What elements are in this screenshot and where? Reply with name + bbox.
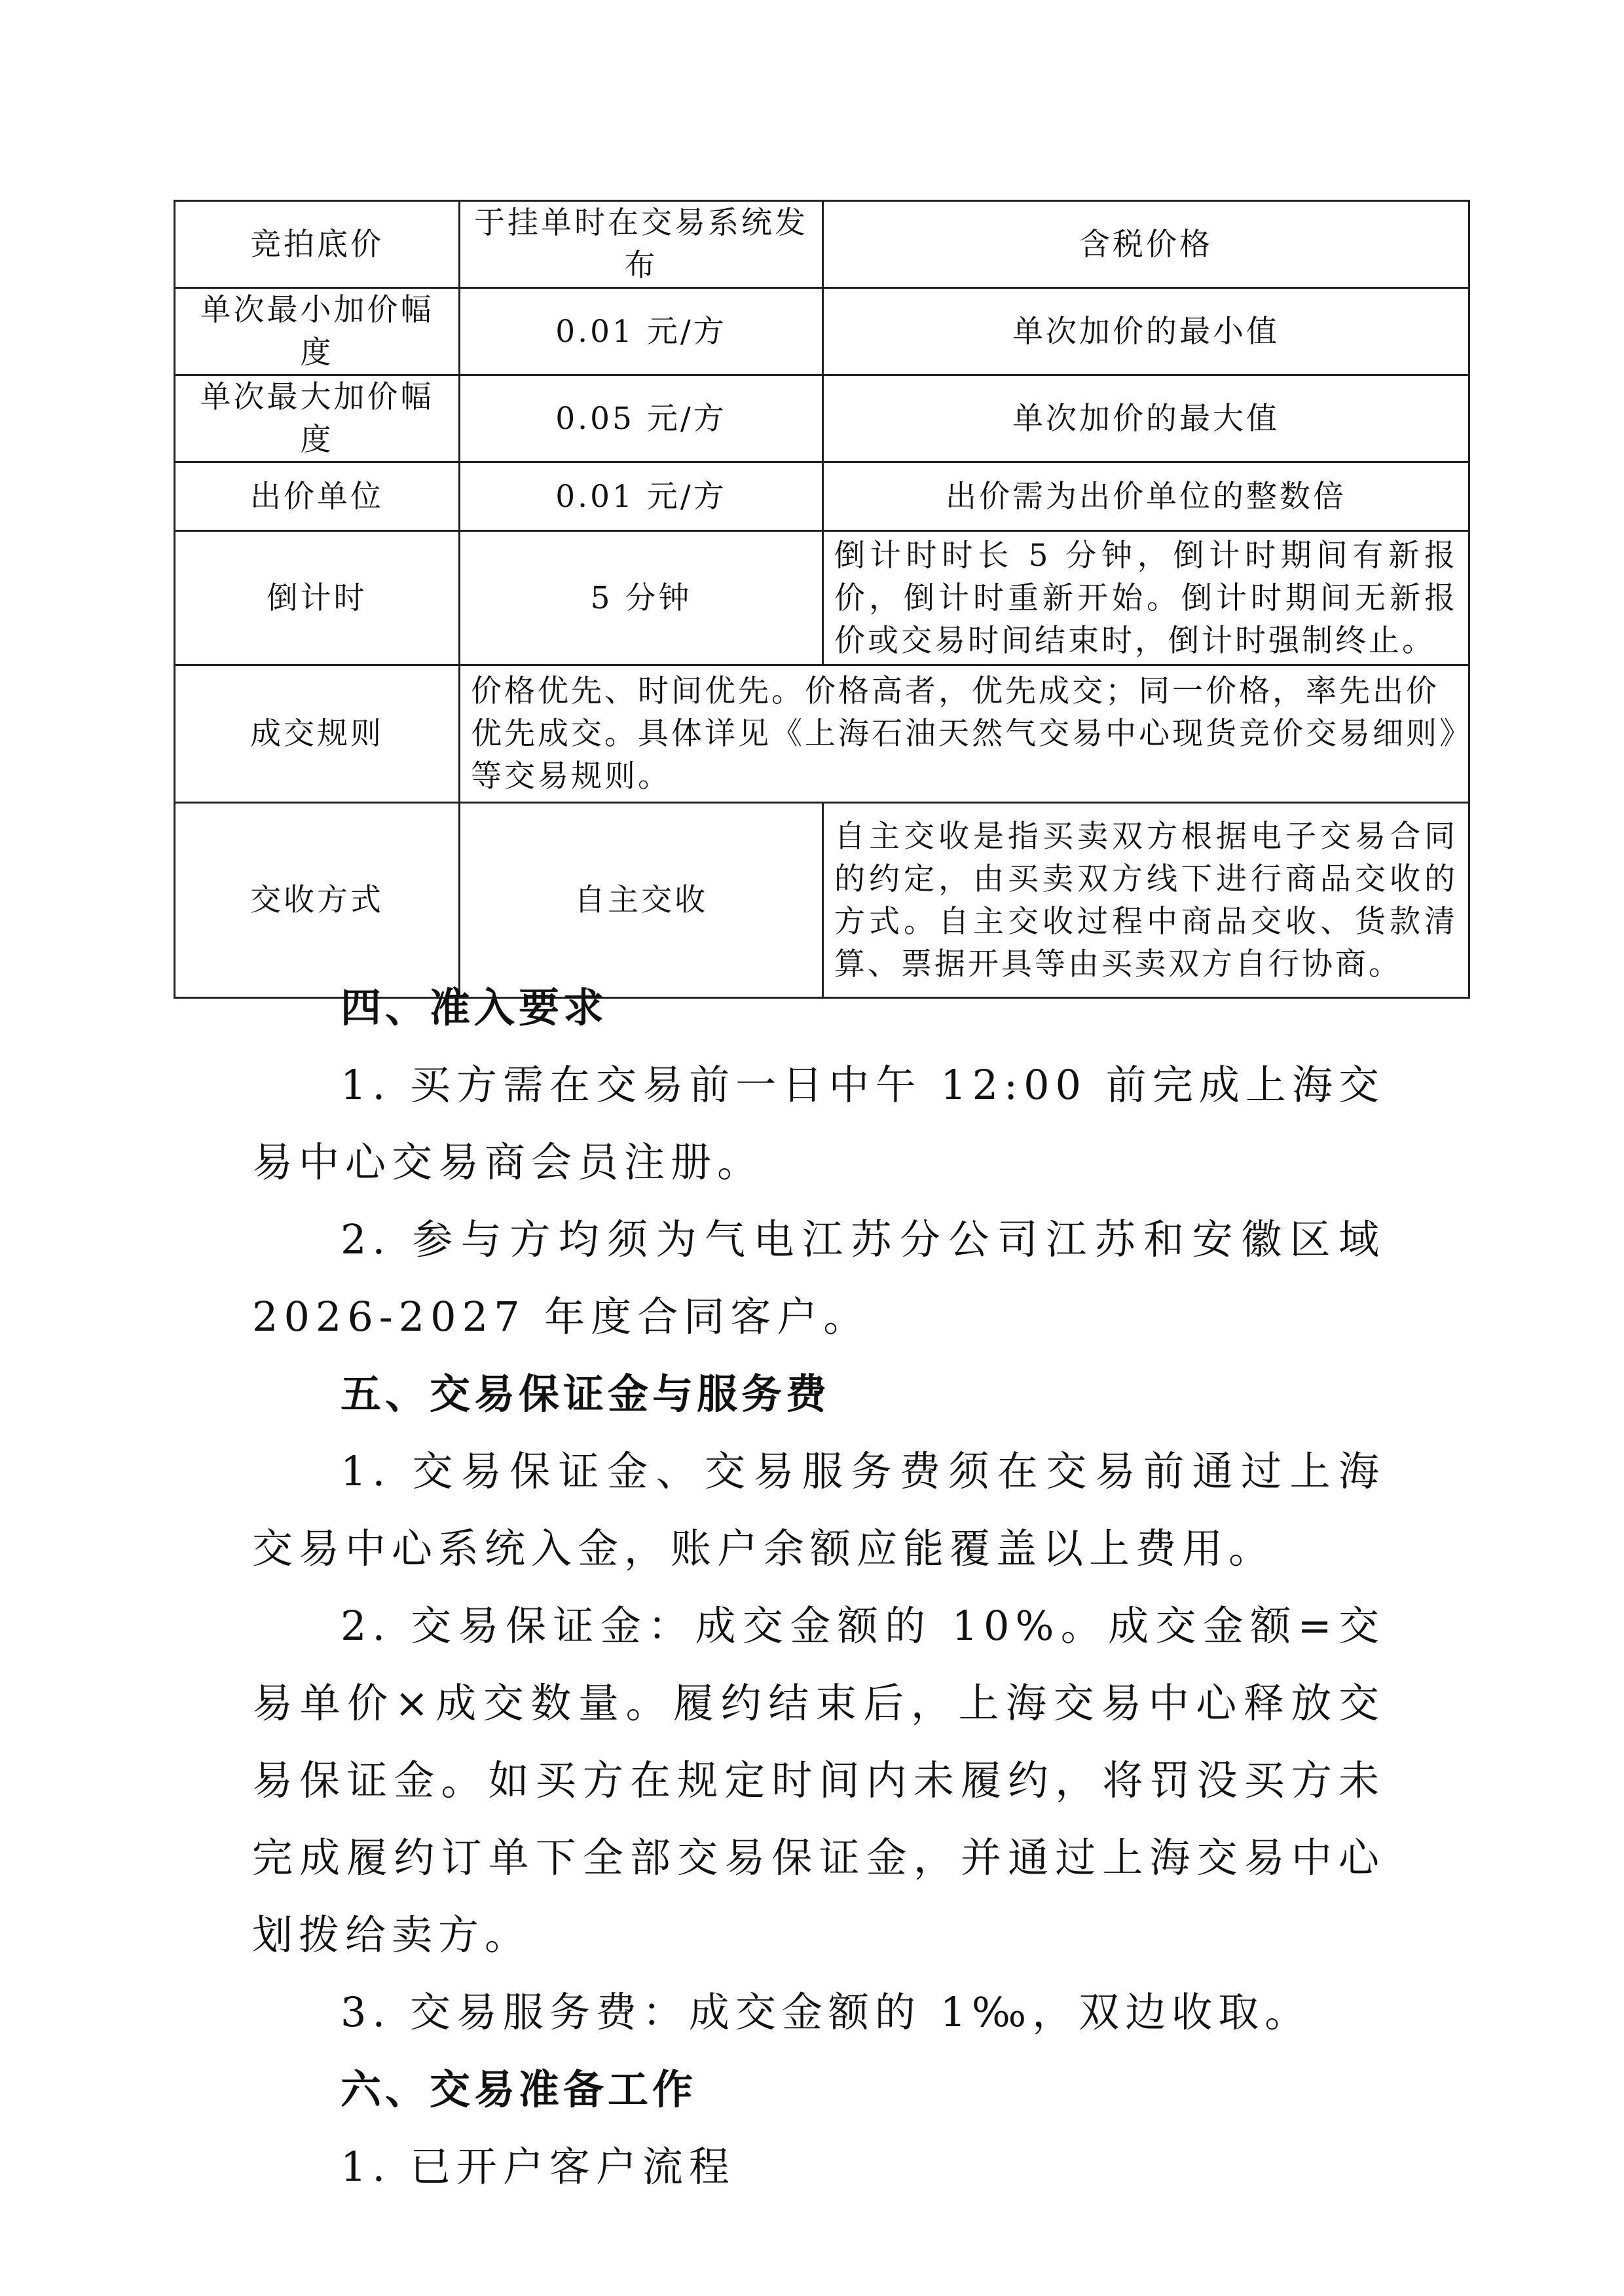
row-value: 于挂单时在交易系统发布	[460, 201, 823, 288]
row-note: 单次加价的最小值	[823, 288, 1469, 375]
paragraph: 2. 交易保证金：成交金额的 10%。成交金额=交易单价×成交数量。履约结束后，上海交易中心释放交易保证金。如买方在规定时间内未履约，将罚没买方未完成履约订单下全部交易保证金，并通过上海交易中心划拨给卖方。	[252, 1602, 1385, 1959]
row-label: 成交规则	[175, 665, 460, 803]
section-heading: 四、准入要求	[341, 984, 608, 1031]
table-row	[175, 462, 1469, 531]
row-label: 出价单位	[175, 462, 460, 531]
paragraph: 2. 参与方均须为气电江苏分公司江苏和安徽区域 2026-2027 年度合同客户。	[252, 1215, 1385, 1341]
section-heading: 六、交易准备工作	[341, 2065, 697, 2113]
table-row	[175, 375, 1469, 462]
paragraph: 1. 买方需在交易前一日中午 12:00 前完成上海交易中心交易商会员注册。	[252, 1061, 1385, 1186]
row-label: 交收方式	[175, 803, 460, 998]
row-label: 单次最大加价幅度	[175, 375, 460, 462]
row-note: 含税价格	[823, 201, 1469, 288]
row-merged-text: 价格优先、时间优先。价格高者，优先成交；同一价格，率先出价优先成交。具体详见《上海石油天然气交易中心现货竞价交易细则》等交易规则。	[460, 665, 1469, 803]
section-heading: 五、交易保证金与服务费	[341, 1370, 831, 1418]
table-row	[175, 665, 1469, 803]
table-row	[175, 531, 1469, 665]
row-value: 自主交收	[460, 803, 823, 998]
rules-table	[174, 200, 1470, 999]
row-note: 出价需为出价单位的整数倍	[823, 462, 1469, 531]
table-row	[175, 803, 1469, 998]
paragraph: 1. 已开户客户流程	[341, 2143, 735, 2191]
table-row	[175, 201, 1469, 288]
table-row	[175, 288, 1469, 375]
row-value: 0.01 元/方	[460, 462, 823, 531]
row-note: 单次加价的最大值	[823, 375, 1469, 462]
row-value: 5 分钟	[460, 531, 823, 665]
row-label: 竞拍底价	[175, 201, 460, 288]
row-value: 0.01 元/方	[460, 288, 823, 375]
row-note: 倒计时时长 5 分钟，倒计时期间有新报价，倒计时重新开始。倒计时期间无新报价或交易时间结束时，倒计时强制终止。	[823, 531, 1469, 665]
row-note: 自主交收是指买卖双方根据电子交易合同的约定，由买卖双方线下进行商品交收的方式。自主交收过程中商品交收、货款清算、票据开具等由买卖双方自行协商。	[823, 803, 1469, 998]
row-value: 0.05 元/方	[460, 375, 823, 462]
row-label: 单次最小加价幅度	[175, 288, 460, 375]
row-label: 倒计时	[175, 531, 460, 665]
paragraph: 1. 交易保证金、交易服务费须在交易前通过上海交易中心系统入金，账户余额应能覆盖以上费用。	[252, 1447, 1385, 1572]
body-text	[0, 969, 1624, 2206]
paragraph: 3. 交易服务费：成交金额的 1‰，双边收取。	[341, 1988, 1312, 2036]
